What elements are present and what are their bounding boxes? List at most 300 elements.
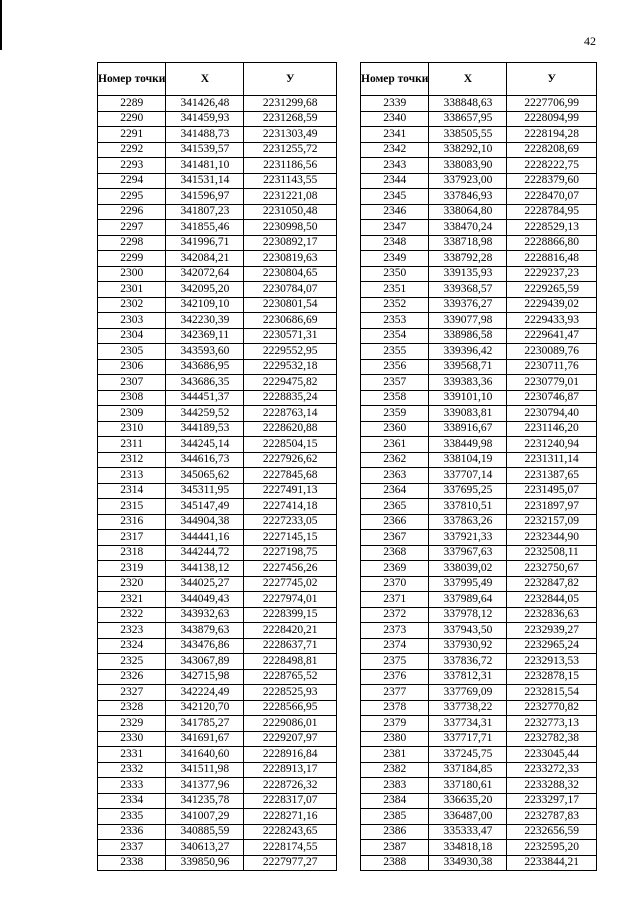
cell-y: 2228726,32 (244, 778, 337, 794)
table-row (361, 855, 597, 871)
cell-point-number: 2313 (98, 468, 166, 484)
cell-y: 2229475,82 (244, 375, 337, 391)
cell-y: 2231240,94 (507, 437, 597, 453)
table-row (98, 96, 337, 112)
table-row (98, 530, 337, 546)
table-row (98, 607, 337, 623)
cell-point-number: 2359 (361, 406, 429, 422)
cell-point-number: 2387 (361, 840, 429, 856)
cell-point-number: 2356 (361, 359, 429, 375)
cell-x: 342072,64 (166, 266, 244, 282)
cell-y: 2228317,07 (244, 793, 337, 809)
cell-y: 2232782,38 (507, 731, 597, 747)
cell-x: 342084,21 (166, 251, 244, 267)
table-row (361, 158, 597, 174)
cell-x: 341539,57 (166, 142, 244, 158)
cell-point-number: 2294 (98, 173, 166, 189)
cell-point-number: 2312 (98, 452, 166, 468)
cell-y: 2228174,55 (244, 840, 337, 856)
cell-point-number: 2326 (98, 669, 166, 685)
cell-x: 344138,12 (166, 561, 244, 577)
cell-point-number: 2322 (98, 607, 166, 623)
cell-point-number: 2336 (98, 824, 166, 840)
cell-y: 2233844,21 (507, 855, 597, 871)
cell-y: 2232750,67 (507, 561, 597, 577)
cell-x: 339101,10 (429, 390, 507, 406)
cell-y: 2232157,09 (507, 514, 597, 530)
cell-y: 2228399,15 (244, 607, 337, 623)
cell-y: 2228194,28 (507, 127, 597, 143)
cell-point-number: 2304 (98, 328, 166, 344)
cell-point-number: 2371 (361, 592, 429, 608)
cell-x: 345311,95 (166, 483, 244, 499)
table-row (98, 251, 337, 267)
table-row (361, 452, 597, 468)
cell-y: 2229207,97 (244, 731, 337, 747)
cell-y: 2228222,75 (507, 158, 597, 174)
cell-point-number: 2362 (361, 452, 429, 468)
header-x: X (166, 63, 244, 96)
table-row (361, 731, 597, 747)
cell-point-number: 2311 (98, 437, 166, 453)
cell-x: 338986,58 (429, 328, 507, 344)
table-row (98, 514, 337, 530)
coordinates-table-right (360, 62, 597, 871)
cell-y: 2232656,59 (507, 824, 597, 840)
cell-x: 338718,98 (429, 235, 507, 251)
cell-x: 343932,63 (166, 607, 244, 623)
cell-point-number: 2316 (98, 514, 166, 530)
cell-x: 341531,14 (166, 173, 244, 189)
cell-x: 339383,36 (429, 375, 507, 391)
cell-x: 340613,27 (166, 840, 244, 856)
cell-y: 2229237,23 (507, 266, 597, 282)
table-row (98, 142, 337, 158)
cell-x: 334818,18 (429, 840, 507, 856)
table-row (98, 499, 337, 515)
table-row (361, 685, 597, 701)
table-row (361, 514, 597, 530)
cell-point-number: 2334 (98, 793, 166, 809)
cell-x: 339083,81 (429, 406, 507, 422)
cell-y: 2229433,93 (507, 313, 597, 329)
cell-y: 2227491,13 (244, 483, 337, 499)
table-row (361, 654, 597, 670)
cell-y: 2227456,26 (244, 561, 337, 577)
table-row (98, 793, 337, 809)
cell-x: 338449,98 (429, 437, 507, 453)
cell-point-number: 2353 (361, 313, 429, 329)
table-row (361, 793, 597, 809)
table-row (361, 313, 597, 329)
cell-x: 344904,38 (166, 514, 244, 530)
cell-y: 2231311,14 (507, 452, 597, 468)
cell-point-number: 2381 (361, 747, 429, 763)
cell-point-number: 2357 (361, 375, 429, 391)
cell-y: 2228094,99 (507, 111, 597, 127)
cell-point-number: 2385 (361, 809, 429, 825)
cell-point-number: 2289 (98, 96, 166, 112)
table-row (98, 173, 337, 189)
table-row (361, 266, 597, 282)
cell-y: 2227974,01 (244, 592, 337, 608)
cell-point-number: 2377 (361, 685, 429, 701)
cell-y: 2233288,32 (507, 778, 597, 794)
cell-x: 338104,19 (429, 452, 507, 468)
cell-x: 336635,20 (429, 793, 507, 809)
cell-point-number: 2369 (361, 561, 429, 577)
table-row (98, 204, 337, 220)
table-row (361, 173, 597, 189)
cell-y: 2230801,54 (244, 297, 337, 313)
cell-point-number: 2384 (361, 793, 429, 809)
cell-point-number: 2328 (98, 700, 166, 716)
header-point-number: Номер точки (98, 63, 166, 96)
table-row (361, 204, 597, 220)
table-row (98, 840, 337, 856)
cell-point-number: 2340 (361, 111, 429, 127)
cell-point-number: 2306 (98, 359, 166, 375)
cell-y: 2231897,97 (507, 499, 597, 515)
cell-y: 2232344,90 (507, 530, 597, 546)
table-row (98, 778, 337, 794)
cell-x: 337943,50 (429, 623, 507, 639)
cell-point-number: 2314 (98, 483, 166, 499)
table-row (361, 592, 597, 608)
cell-x: 339396,42 (429, 344, 507, 360)
cell-y: 2230711,76 (507, 359, 597, 375)
cell-x: 343067,89 (166, 654, 244, 670)
cell-point-number: 2383 (361, 778, 429, 794)
cell-point-number: 2300 (98, 266, 166, 282)
cell-x: 337717,71 (429, 731, 507, 747)
cell-point-number: 2323 (98, 623, 166, 639)
cell-point-number: 2380 (361, 731, 429, 747)
cell-point-number: 2332 (98, 762, 166, 778)
cell-y: 2229641,47 (507, 328, 597, 344)
cell-y: 2229086,01 (244, 716, 337, 732)
cell-point-number: 2333 (98, 778, 166, 794)
cell-x: 337184,85 (429, 762, 507, 778)
cell-y: 2231387,65 (507, 468, 597, 484)
cell-y: 2228763,14 (244, 406, 337, 422)
cell-x: 339135,93 (429, 266, 507, 282)
table-row (361, 235, 597, 251)
table-row (361, 530, 597, 546)
cell-y: 2232844,05 (507, 592, 597, 608)
cell-x: 344025,27 (166, 576, 244, 592)
cell-x: 337810,51 (429, 499, 507, 515)
cell-x: 338039,02 (429, 561, 507, 577)
table-header-row (361, 63, 597, 96)
cell-point-number: 2309 (98, 406, 166, 422)
cell-point-number: 2350 (361, 266, 429, 282)
cell-x: 337846,93 (429, 189, 507, 205)
table-row (361, 251, 597, 267)
table-row (98, 220, 337, 236)
cell-x: 344259,52 (166, 406, 244, 422)
cell-point-number: 2307 (98, 375, 166, 391)
cell-point-number: 2337 (98, 840, 166, 856)
cell-point-number: 2303 (98, 313, 166, 329)
table-row (98, 824, 337, 840)
table-row (361, 576, 597, 592)
table-row (98, 189, 337, 205)
table-header-row (98, 63, 337, 96)
cell-point-number: 2349 (361, 251, 429, 267)
cell-y: 2231255,72 (244, 142, 337, 158)
table-row (98, 592, 337, 608)
cell-x: 342715,98 (166, 669, 244, 685)
cell-y: 2230892,17 (244, 235, 337, 251)
cell-point-number: 2382 (361, 762, 429, 778)
table-row (98, 359, 337, 375)
cell-point-number: 2335 (98, 809, 166, 825)
cell-point-number: 2296 (98, 204, 166, 220)
cell-point-number: 2308 (98, 390, 166, 406)
table-row (98, 390, 337, 406)
cell-x: 341640,60 (166, 747, 244, 763)
cell-point-number: 2376 (361, 669, 429, 685)
cell-y: 2227706,99 (507, 96, 597, 112)
cell-x: 337989,64 (429, 592, 507, 608)
table-row (98, 483, 337, 499)
cell-y: 2228620,88 (244, 421, 337, 437)
table-row (361, 328, 597, 344)
cell-point-number: 2386 (361, 824, 429, 840)
table-row (361, 142, 597, 158)
cell-y: 2231495,07 (507, 483, 597, 499)
cell-point-number: 2310 (98, 421, 166, 437)
cell-point-number: 2364 (361, 483, 429, 499)
cell-point-number: 2344 (361, 173, 429, 189)
cell-x: 341459,93 (166, 111, 244, 127)
cell-x: 339850,96 (166, 855, 244, 871)
cell-x: 344616,73 (166, 452, 244, 468)
cell-point-number: 2321 (98, 592, 166, 608)
cell-y: 2230746,87 (507, 390, 597, 406)
cell-point-number: 2388 (361, 855, 429, 871)
cell-y: 2233297,17 (507, 793, 597, 809)
cell-point-number: 2291 (98, 127, 166, 143)
cell-point-number: 2318 (98, 545, 166, 561)
table-row (361, 483, 597, 499)
cell-x: 337978,12 (429, 607, 507, 623)
cell-x: 338848,63 (429, 96, 507, 112)
cell-y: 2229439,02 (507, 297, 597, 313)
cell-x: 341807,23 (166, 204, 244, 220)
cell-point-number: 2325 (98, 654, 166, 670)
cell-point-number: 2346 (361, 204, 429, 220)
cell-point-number: 2338 (98, 855, 166, 871)
table-row (361, 623, 597, 639)
table-row (98, 266, 337, 282)
cell-y: 2230819,63 (244, 251, 337, 267)
cell-x: 342224,49 (166, 685, 244, 701)
table-row (98, 468, 337, 484)
cell-point-number: 2324 (98, 638, 166, 654)
cell-y: 2228504,15 (244, 437, 337, 453)
cell-x: 342109,10 (166, 297, 244, 313)
cell-point-number: 2302 (98, 297, 166, 313)
cell-point-number: 2343 (361, 158, 429, 174)
cell-point-number: 2355 (361, 344, 429, 360)
cell-y: 2228379,60 (507, 173, 597, 189)
cell-x: 334930,38 (429, 855, 507, 871)
cell-y: 2231186,56 (244, 158, 337, 174)
cell-y: 2232773,13 (507, 716, 597, 732)
table-row (361, 545, 597, 561)
cell-point-number: 2305 (98, 344, 166, 360)
cell-y: 2231221,08 (244, 189, 337, 205)
table-row (98, 328, 337, 344)
table-row (98, 576, 337, 592)
cell-x: 344189,53 (166, 421, 244, 437)
cell-point-number: 2331 (98, 747, 166, 763)
table-row (361, 390, 597, 406)
table-row (98, 297, 337, 313)
cell-y: 2228566,95 (244, 700, 337, 716)
table-row (361, 762, 597, 778)
cell-y: 2233045,44 (507, 747, 597, 763)
table-row (361, 406, 597, 422)
table-row (361, 824, 597, 840)
cell-y: 2230089,76 (507, 344, 597, 360)
table-row (361, 669, 597, 685)
cell-y: 2231299,68 (244, 96, 337, 112)
cell-point-number: 2301 (98, 282, 166, 298)
cell-y: 2229552,95 (244, 344, 337, 360)
cell-y: 2227198,75 (244, 545, 337, 561)
cell-x: 345147,49 (166, 499, 244, 515)
cell-x: 337995,49 (429, 576, 507, 592)
cell-y: 2227414,18 (244, 499, 337, 515)
cell-x: 338792,28 (429, 251, 507, 267)
cell-x: 339077,98 (429, 313, 507, 329)
cell-y: 2227926,62 (244, 452, 337, 468)
cell-y: 2232847,82 (507, 576, 597, 592)
table-row (361, 840, 597, 856)
cell-x: 341235,78 (166, 793, 244, 809)
cell-x: 337180,61 (429, 778, 507, 794)
cell-x: 337695,25 (429, 483, 507, 499)
cell-point-number: 2348 (361, 235, 429, 251)
table-row (98, 855, 337, 871)
table-row (98, 344, 337, 360)
cell-y: 2229265,59 (507, 282, 597, 298)
cell-point-number: 2315 (98, 499, 166, 515)
table-row (361, 561, 597, 577)
table-row (361, 220, 597, 236)
cell-point-number: 2375 (361, 654, 429, 670)
table-row (98, 545, 337, 561)
table-row (361, 638, 597, 654)
cell-y: 2232836,63 (507, 607, 597, 623)
table-row (361, 437, 597, 453)
cell-x: 338292,10 (429, 142, 507, 158)
cell-x: 344441,16 (166, 530, 244, 546)
cell-point-number: 2299 (98, 251, 166, 267)
table-row (98, 313, 337, 329)
cell-x: 344245,14 (166, 437, 244, 453)
cell-y: 2232508,11 (507, 545, 597, 561)
cell-x: 337863,26 (429, 514, 507, 530)
cell-y: 2228765,52 (244, 669, 337, 685)
cell-y: 2228529,13 (507, 220, 597, 236)
cell-x: 339368,57 (429, 282, 507, 298)
cell-y: 2228816,48 (507, 251, 597, 267)
cell-x: 337707,14 (429, 468, 507, 484)
table-row (98, 561, 337, 577)
cell-y: 2231050,48 (244, 204, 337, 220)
cell-point-number: 2365 (361, 499, 429, 515)
cell-x: 343879,63 (166, 623, 244, 639)
cell-y: 2228208,69 (507, 142, 597, 158)
cell-y: 2232815,54 (507, 685, 597, 701)
cell-x: 341511,98 (166, 762, 244, 778)
cell-x: 341488,73 (166, 127, 244, 143)
table-row (361, 111, 597, 127)
page-number: 42 (584, 34, 596, 48)
cell-point-number: 2361 (361, 437, 429, 453)
margin-line (0, 0, 2, 50)
cell-y: 2228420,21 (244, 623, 337, 639)
cell-point-number: 2317 (98, 530, 166, 546)
cell-x: 342230,39 (166, 313, 244, 329)
cell-point-number: 2368 (361, 545, 429, 561)
table-row (98, 685, 337, 701)
cell-x: 340885,59 (166, 824, 244, 840)
table-row (361, 282, 597, 298)
cell-x: 342369,11 (166, 328, 244, 344)
cell-x: 344244,72 (166, 545, 244, 561)
table-row (361, 607, 597, 623)
cell-y: 2231268,59 (244, 111, 337, 127)
cell-y: 2227145,15 (244, 530, 337, 546)
cell-y: 2228913,17 (244, 762, 337, 778)
table-row (361, 189, 597, 205)
table-row (98, 406, 337, 422)
cell-y: 2229532,18 (244, 359, 337, 375)
cell-x: 342120,70 (166, 700, 244, 716)
cell-x: 337812,31 (429, 669, 507, 685)
coordinates-table-left (97, 62, 337, 871)
cell-y: 2230794,40 (507, 406, 597, 422)
cell-y: 2231303,49 (244, 127, 337, 143)
table-row (98, 127, 337, 143)
table-row (361, 747, 597, 763)
table-row (98, 623, 337, 639)
cell-point-number: 2372 (361, 607, 429, 623)
cell-y: 2232965,24 (507, 638, 597, 654)
cell-x: 338916,67 (429, 421, 507, 437)
header-y: У (244, 63, 337, 96)
cell-y: 2232595,20 (507, 840, 597, 856)
table-row (361, 359, 597, 375)
cell-point-number: 2378 (361, 700, 429, 716)
cell-y: 2228525,93 (244, 685, 337, 701)
cell-y: 2227845,68 (244, 468, 337, 484)
cell-point-number: 2351 (361, 282, 429, 298)
cell-y: 2228243,65 (244, 824, 337, 840)
cell-y: 2232770,82 (507, 700, 597, 716)
table-row (361, 809, 597, 825)
cell-y: 2228271,16 (244, 809, 337, 825)
table-row (361, 700, 597, 716)
cell-x: 341691,67 (166, 731, 244, 747)
cell-point-number: 2320 (98, 576, 166, 592)
header-point-number: Номер точки (361, 63, 429, 96)
